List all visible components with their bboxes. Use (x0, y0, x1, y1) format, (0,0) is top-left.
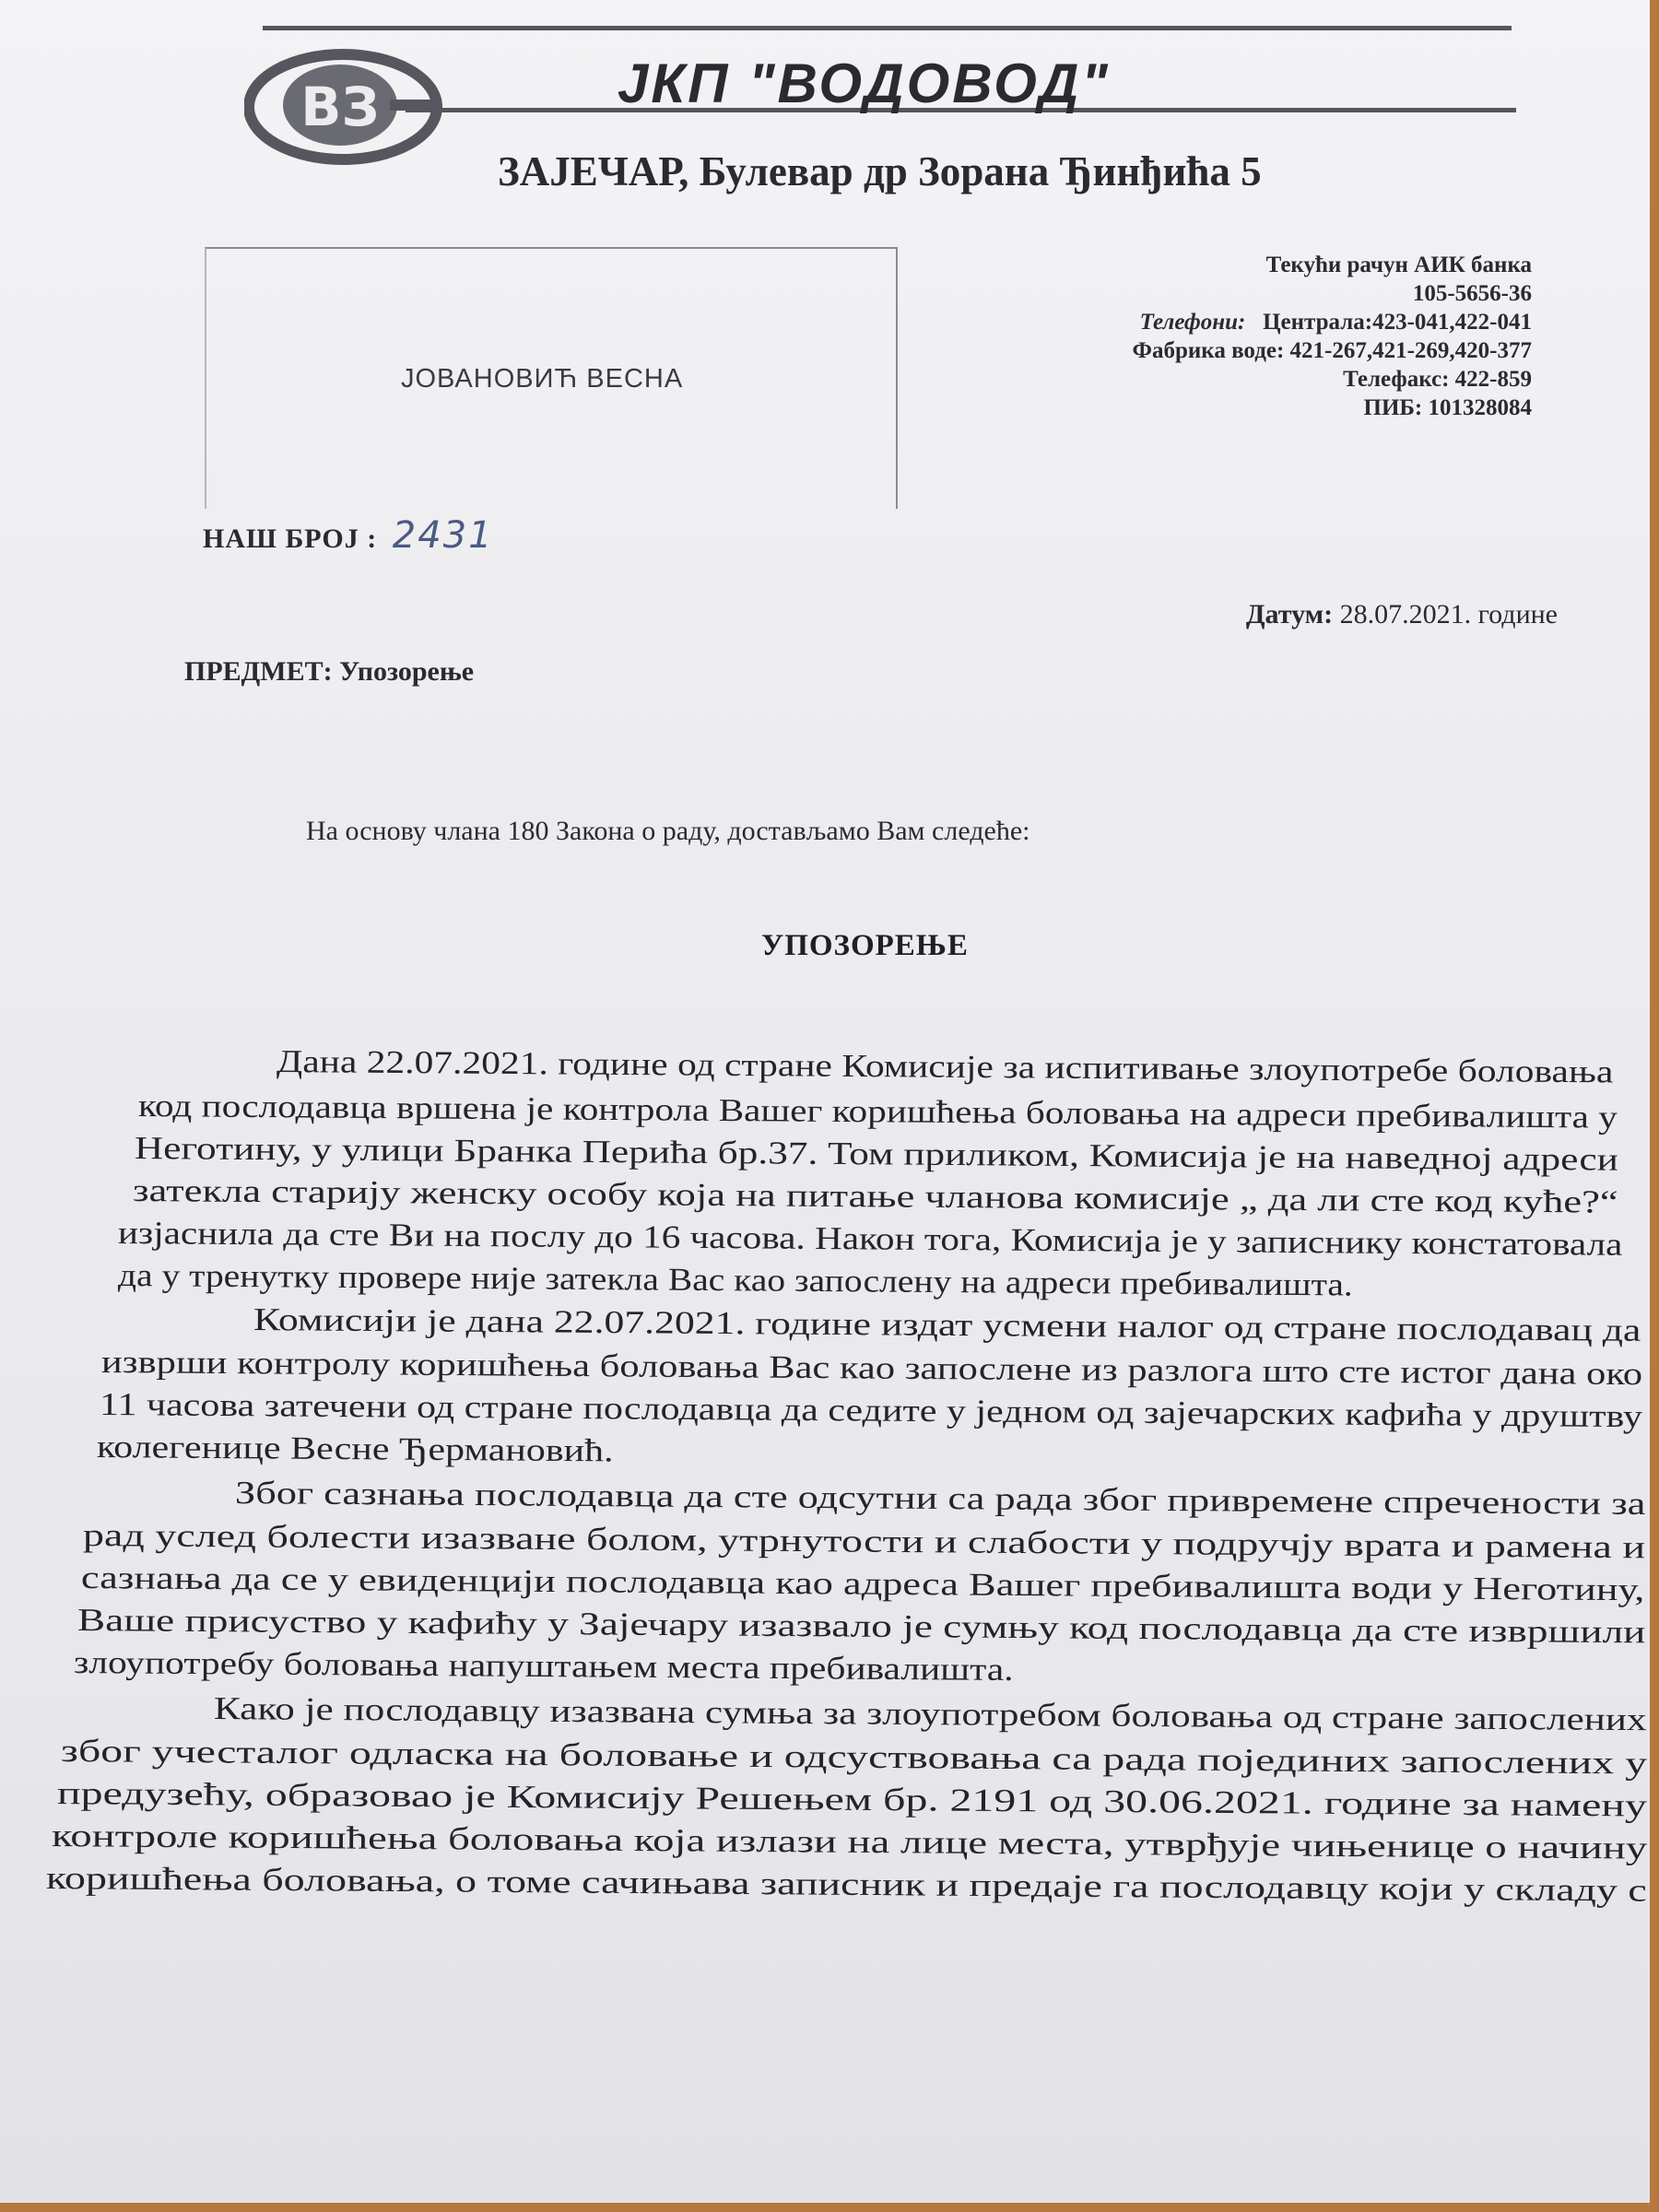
body-line: због учесталог одласка на боловање и одсуствовања са рада појединих запослених у (60, 1733, 1648, 1782)
phones-line (1133, 308, 1532, 336)
phones-label: Телефони: (1139, 310, 1246, 335)
body-line: контроле коришћења боловања која излази на лице места, утврђује чињенице о начину (51, 1818, 1648, 1866)
body-line: рад услед болести изазване болом, утрнутости и слабости у подручју врата и рамена и (82, 1517, 1646, 1566)
body-line: да у тренутку провере није затекла Вас као запослену на адреси пребивалишта. (117, 1257, 1353, 1303)
body-line: колегенице Весне Ђермановић. (96, 1429, 614, 1469)
body-line: Ваше присуство у кафићу у Зајечару изазвало је сумњу код послодавца да сте извршили (76, 1602, 1646, 1651)
date-line (1246, 599, 1558, 630)
reference-line (203, 514, 494, 557)
intro-sentence: На основу члана 180 Закона о раду, достављамо Вам следеће: (306, 816, 1030, 846)
header-rule-top (263, 26, 1512, 30)
body-line: предузећу, образовао је Комисију Решењем бр. 2191 од 30.06.2021. године за намену (56, 1775, 1648, 1824)
subject-line: ПРЕДМЕТ: Упозорење (184, 656, 475, 687)
water-plant-phones: Фабрика воде: 421-267,421-269,420-377 (1132, 338, 1532, 363)
body-line: Како је послодавцу изазвана сумња за злоупотребом боловања од стране запослених (213, 1690, 1647, 1738)
body-line: 11 часова затечени од стране послодавца да седите у једном од зајечарских кафића у друштву (99, 1386, 1643, 1435)
account-number: 105-5656-36 (1412, 281, 1532, 306)
bank-account: Текући рачун АИК банка (1265, 253, 1532, 277)
company-logo-icon (244, 46, 442, 166)
body-line: Због сазнања послодавца да сте одсутни са рада због привремене спречености за (234, 1475, 1646, 1523)
fax-number: Телефакс: 422-859 (1343, 367, 1532, 392)
body-line: Комисији је дана 22.07.2021. године издат усмени налог од стране послодавац да (253, 1301, 1641, 1348)
body-line: изврши контролу коришћења боловања Вас као запослене из разлога што сте истог дана око (100, 1344, 1643, 1393)
body-line: злоупотребу боловања напуштањем места пребивалишта. (73, 1644, 1014, 1688)
document-title: УПОЗОРЕЊЕ (761, 929, 969, 962)
body-line: Неготину, у улици Бранка Перића бр.37. Том приликом, Комисија је на наведној адреси (134, 1130, 1618, 1178)
logo-letters: ВЗ (300, 76, 380, 138)
company-address: ЗАЈЕЧАР, Булевар др Зорана Ђинђића 5 (498, 148, 1262, 194)
recipient-name: ЈОВАНОВИЋ ВЕСНА (401, 364, 684, 394)
pib-number: ПИБ: 101328084 (1363, 395, 1532, 420)
body-line: сазнања да се у евиденцији послодавца као адреса Вашег пребивалишта води у Неготину, (80, 1559, 1645, 1608)
contact-block (1133, 251, 1532, 422)
date-value: 28.07.2021. године (1339, 599, 1558, 629)
company-name: ЈКП "ВОДОВОД" (618, 53, 1111, 114)
date-label: Датум: (1245, 599, 1334, 629)
body-line: коришћења боловања, о томе сачињава записник и предаје га послодавцу који у складу с (45, 1860, 1647, 1909)
body-line: Дана 22.07.2021. године од стране Комисије за испитивање злоупотребе боловања (276, 1043, 1614, 1090)
reference-label: НАШ БРОЈ : (203, 524, 378, 554)
body-line: код послодавца вршена је контрола Вашег коришћења боловања на адреси пребивалишта у (137, 1088, 1618, 1135)
body-line: затекла старију женску особу која на питање чланова комисије „ да ли сте код куће?“ (132, 1172, 1618, 1220)
reference-number-handwritten: 2431 (392, 514, 494, 557)
body-line: изјаснила да сте Ви на послу до 16 часова. Након тога, Комисија је у записнику констатовала (117, 1215, 1623, 1263)
central-phones: Централа:423-041,422-041 (1263, 310, 1532, 335)
